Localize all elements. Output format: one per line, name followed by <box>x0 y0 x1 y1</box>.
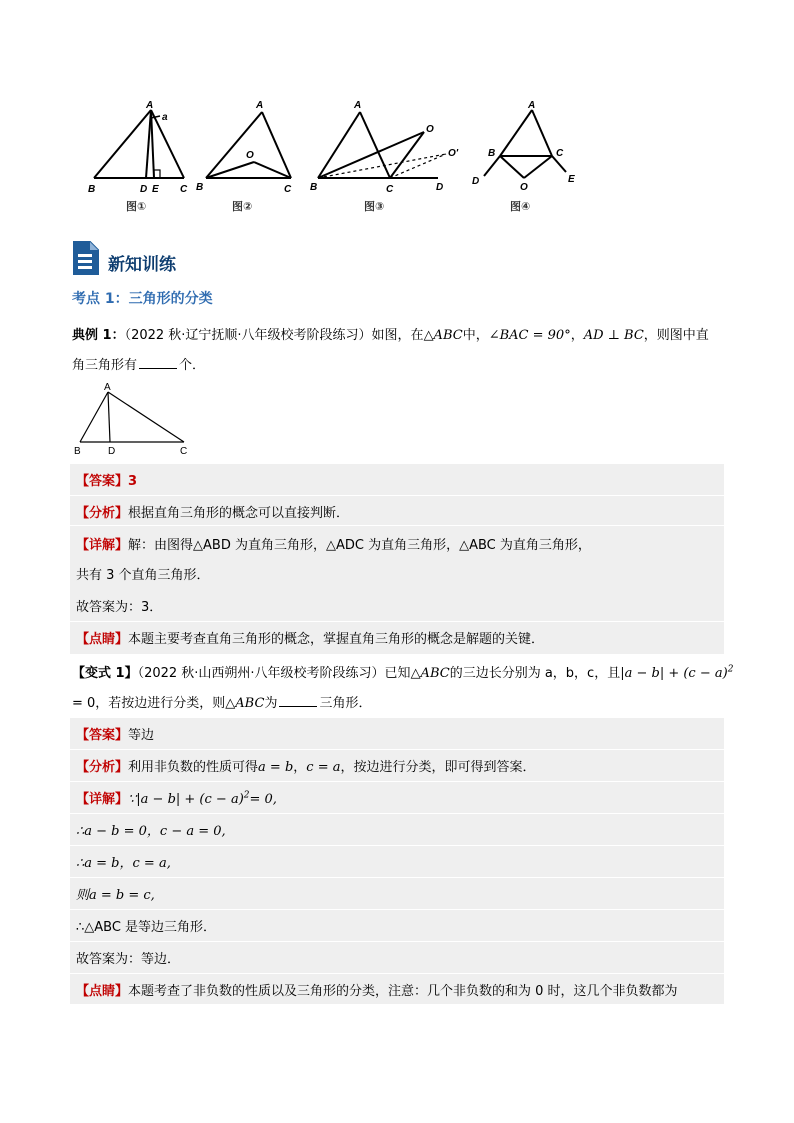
example1-detail-line2: 共有 3 个直角三角形． <box>76 568 210 583</box>
fig2-label-B: B <box>196 182 204 193</box>
figure-4 <box>472 100 582 195</box>
example1-question-line1: 典例 1：（2022 秋·辽宁抚顺·八年级校考阶段练习）如图，在△ABC中，∠BAC = 90°，AD ⊥ BC，则图中直 <box>72 328 709 343</box>
example1-question-line2: 角三角形有 个． <box>72 358 206 373</box>
fig1-label-E: E <box>152 184 159 195</box>
fig3-label-O-prime: O' <box>448 148 459 159</box>
fig1-label-C: C <box>180 184 188 195</box>
example1-detail-line3: 故答案为：3． <box>76 600 163 615</box>
figure-3-caption: 图③ <box>364 200 385 213</box>
ex1-label-D: D <box>108 446 116 457</box>
variant1-question-line1: 【变式 1】（2022 秋·山西朔州·八年级校考阶段练习）已知△ABC的三边长分别为 a，b，c，且$|a - b| + (c - a)^2$ <box>72 664 734 681</box>
example1-answer: 【答案】3 <box>76 474 138 489</box>
ex1-label-B: B <box>74 446 81 457</box>
fig3-label-A: A <box>354 100 362 111</box>
example1-analysis: 【分析】根据直角三角形的概念可以直接判断． <box>76 506 350 521</box>
example1-figure <box>72 380 192 460</box>
ex1-label-C: C <box>180 446 188 457</box>
figure-1 <box>84 100 194 195</box>
figure-2-caption: 图② <box>232 200 253 213</box>
figures-row <box>84 100 604 220</box>
fig4-label-O: O <box>520 182 528 193</box>
fig4-label-E: E <box>568 174 575 185</box>
variant1-detail-line1: 【详解】∵|a − $b| + (c - a)^2= 0$, <box>76 790 277 807</box>
document-icon <box>72 240 100 276</box>
figure-1-caption: 图① <box>126 200 147 213</box>
example1-detail-line1: 【详解】解：由图得△ABD 为直角三角形，△ADC 为直角三角形，△ABC 为直角三角形， <box>76 538 591 553</box>
fig4-label-C: C <box>556 148 564 159</box>
variant1-solution-block <box>70 718 724 1004</box>
variant1-question-line2: = 0，若按边进行分类，则△ABC为 三角形． <box>72 696 372 711</box>
ex1-label-A: A <box>104 382 111 393</box>
fig1-label-a: a <box>162 112 168 123</box>
fig3-label-D: D <box>436 182 444 193</box>
example1-solution-block <box>70 464 724 654</box>
section-title: 新知训练 <box>108 255 176 275</box>
figure-2 <box>196 100 296 195</box>
fig4-label-A: A <box>528 100 536 111</box>
fig3-label-B: B <box>310 182 318 193</box>
variant1-detail-line2: ∴a − b = 0，c − a = 0, <box>76 824 226 839</box>
variant1-detail-line3: ∴a = b，c = a, <box>76 856 171 871</box>
kaodian-heading: 考点 1：三角形的分类 <box>72 291 213 307</box>
variant1-detail-line4: 则a = b = c, <box>76 888 155 903</box>
example1-comment: 【点睛】本题主要考查直角三角形的概念，掌握直角三角形的概念是解题的关键． <box>76 632 545 647</box>
fig2-label-O: O <box>246 150 254 161</box>
fig1-label-B: B <box>88 184 96 195</box>
fig4-label-D: D <box>472 176 480 187</box>
answer-blank <box>279 694 317 707</box>
variant1-answer: 【答案】等边 <box>76 728 155 743</box>
fig2-label-A: A <box>256 100 264 111</box>
fig3-label-C: C <box>386 184 394 195</box>
variant1-analysis: 【分析】利用非负数的性质可得a = b，c = a，按边进行分类，即可得到答案． <box>76 760 536 775</box>
variant1-detail-line5: ∴△ABC 是等边三角形． <box>76 920 217 935</box>
fig2-label-C: C <box>284 184 292 195</box>
fig1-label-D: D <box>140 184 148 195</box>
figure-3 <box>308 100 468 195</box>
fig1-label-A: A <box>146 100 154 111</box>
variant1-detail-line6: 故答案为：等边． <box>76 952 181 967</box>
figure-4-caption: 图④ <box>510 200 531 213</box>
fig3-label-O: O <box>426 124 434 135</box>
fig4-label-B: B <box>488 148 496 159</box>
answer-blank <box>139 356 177 369</box>
variant1-comment: 【点睛】本题考查了非负数的性质以及三角形的分类，注意：几个非负数的和为 0 时，这几个非负数都为 <box>76 984 678 999</box>
